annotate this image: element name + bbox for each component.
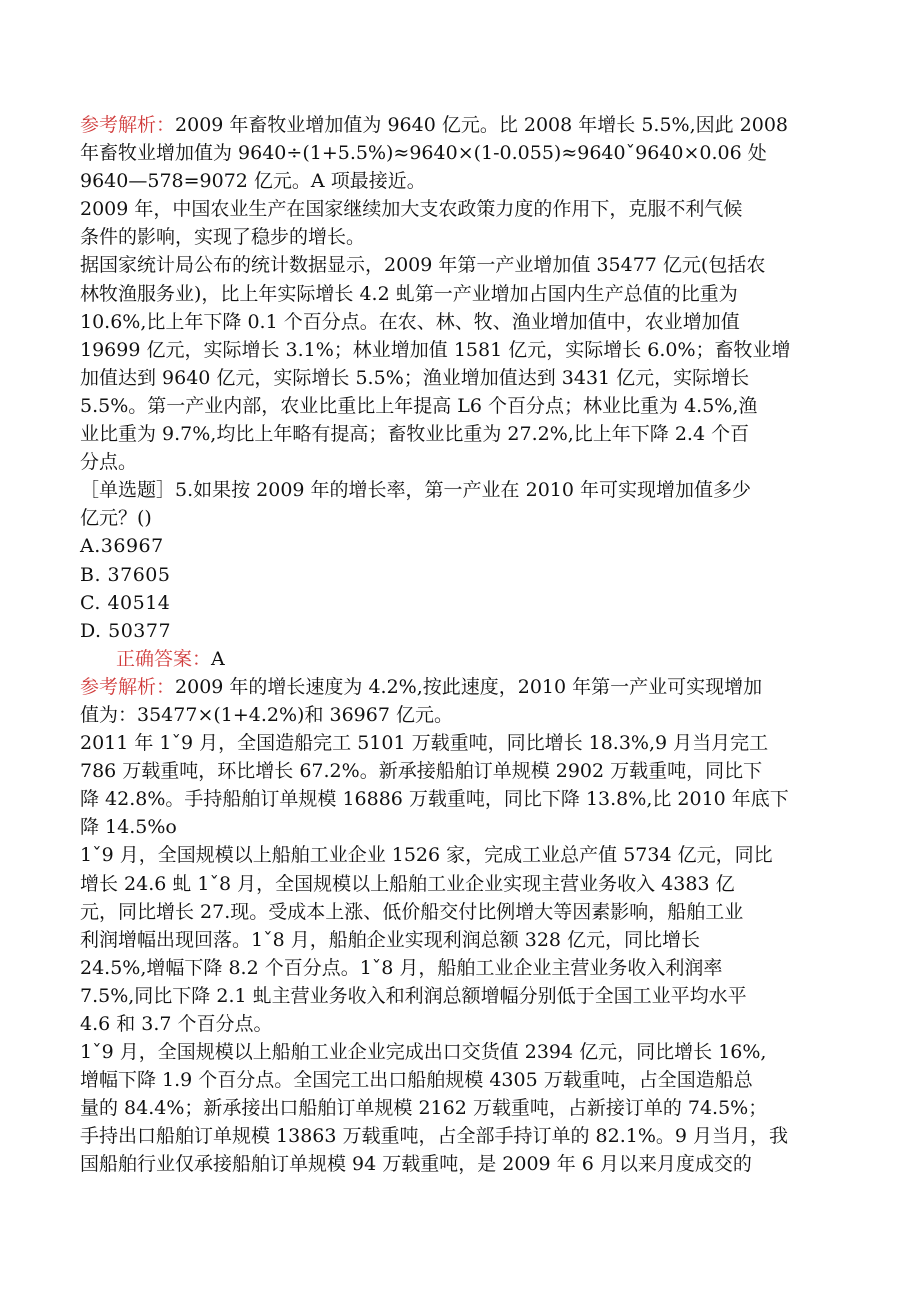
- paragraph-line: 降 42.8%。手持船舶订单规模 16886 万载重吨，同比下降 13.8%,比 2010 年底下: [80, 788, 789, 811]
- paragraph-line: 利润增幅出现回落。1ˇ8 月，船舶企业实现利润总额 328 亿元，同比增长: [80, 928, 701, 951]
- paragraph-line: 2011 年 1ˇ9 月，全国造船完工 5101 万载重吨，同比增长 18.3%,9 月当月完工: [80, 732, 769, 755]
- paragraph-line: 据国家统计局公布的统计数据显示，2009 年第一产业增加值 35477 亿元(包括农: [80, 254, 766, 277]
- answer-value: A: [211, 647, 225, 670]
- analysis-label: 参考解析：: [80, 675, 176, 698]
- paragraph-line: 林牧渔服务业)，比上年实际增长 4.2 虬第一产业增加占国内生产总值的比重为: [80, 282, 738, 305]
- question-text: ［单选题］5.如果按 2009 年的增长率，第一产业在 2010 年可实现增加值多少: [80, 479, 751, 502]
- paragraph-line: 7.5%,同比下降 2.1 虬主营业务收入和利润总额增幅分别低于全国工业平均水平: [80, 984, 747, 1007]
- paragraph-line: 条件的影响，实现了稳步的增长。: [80, 226, 366, 249]
- paragraph-line: 24.5%,增幅下降 8.2 个百分点。1ˇ8 月，船舶工业企业主营业务收入利润率: [80, 956, 723, 979]
- question-text: 亿元？(): [80, 507, 152, 530]
- option-a: A.36967: [80, 535, 164, 558]
- paragraph-line: 降 14.5%o: [80, 816, 177, 839]
- analysis-line: [80, 673, 840, 701]
- paragraph-line: 19699 亿元，实际增长 3.1%；林业增加值 1581 亿元，实际增长 6.0%；畜牧业增: [80, 338, 791, 361]
- option-d: D. 50377: [80, 619, 172, 642]
- option-c: C. 40514: [80, 591, 171, 614]
- paragraph-line: 2009 年，中国农业生产在国家继续加大支农政策力度的作用下，克服不利气候: [80, 198, 743, 221]
- paragraph-line: 加值达到 9640 亿元，实际增长 5.5%；渔业增加值达到 3431 亿元，实际增长: [80, 366, 750, 389]
- paragraph-line: 增幅下降 1.9 个百分点。全国完工出口船舶规模 4305 万载重吨，占全国造船总: [80, 1069, 753, 1092]
- analysis-text: 2009 年的增长速度为 4.2%,按此速度，2010 年第一产业可实现增加: [175, 675, 763, 698]
- paragraph-line: 1ˇ9 月，全国规模以上船舶工业企业 1526 家，完成工业总产值 5734 亿元，同比: [80, 844, 773, 867]
- paragraph-line: 手持出口船舶订单规模 13863 万载重吨，占全部手持订单的 82.1%。9 月当月，我: [80, 1125, 789, 1148]
- paragraph-line: 元，同比增长 27.现。受成本上涨、低价船交付比例增大等因素影响，船舶工业: [80, 900, 744, 923]
- paragraph-line: 国船舶行业仅承接船舶订单规模 94 万载重吨，是 2009 年 6 月以来月度成交的: [80, 1153, 752, 1176]
- correct-answer: [80, 645, 840, 673]
- option-b: B. 37605: [80, 563, 171, 586]
- paragraph-line: 业比重为 9.7%,均比上年略有提高；畜牧业比重为 27.2%,比上年下降 2.4 个百: [80, 423, 750, 446]
- paragraph-line: 10.6%,比上年下降 0.1 个百分点。在农、林、牧、渔业增加值中，农业增加值: [80, 310, 740, 333]
- paragraph-line: 5.5%。第一产业内部，农业比重比上年提高 L6 个百分点；林业比重为 4.5%,渔: [80, 394, 758, 417]
- analysis-line: 9640—578=9072 亿元。A 项最接近。: [80, 170, 426, 193]
- paragraph-line: 786 万载重吨，环比增长 67.2%。新承接船舶订单规模 2902 万载重吨，同比下: [80, 760, 763, 783]
- analysis-line: [80, 111, 840, 139]
- document-body: [80, 111, 840, 1179]
- paragraph-line: 1ˇ9 月，全国规模以上船舶工业企业完成出口交货值 2394 亿元，同比增长 16%,: [80, 1041, 767, 1064]
- analysis-text: 2009 年畜牧业增加值为 9640 亿元。比 2008 年增长 5.5%,因此 2008: [175, 114, 789, 136]
- answer-label: 正确答案：: [116, 647, 212, 670]
- analysis-line: 值为：35477×(1+4.2%)和 36967 亿元。: [80, 703, 453, 726]
- paragraph-line: 4.6 和 3.7 个百分点。: [80, 1013, 273, 1035]
- paragraph-line: 分点。: [80, 451, 138, 474]
- paragraph-line: 量的 84.4%；新承接出口船舶订单规模 2162 万载重吨，占新接订单的 74.5%；: [80, 1097, 768, 1120]
- paragraph-line: 增长 24.6 虬 1ˇ8 月，全国规模以上船舶工业企业实现主营业务收入 4383 亿: [80, 872, 735, 895]
- analysis-label: 参考解析：: [80, 114, 176, 136]
- analysis-line: 年畜牧业增加值为 9640÷(1+5.5%)≈9640×(1-0.055)≈9640ˇ9640×0.06 处: [80, 142, 767, 165]
